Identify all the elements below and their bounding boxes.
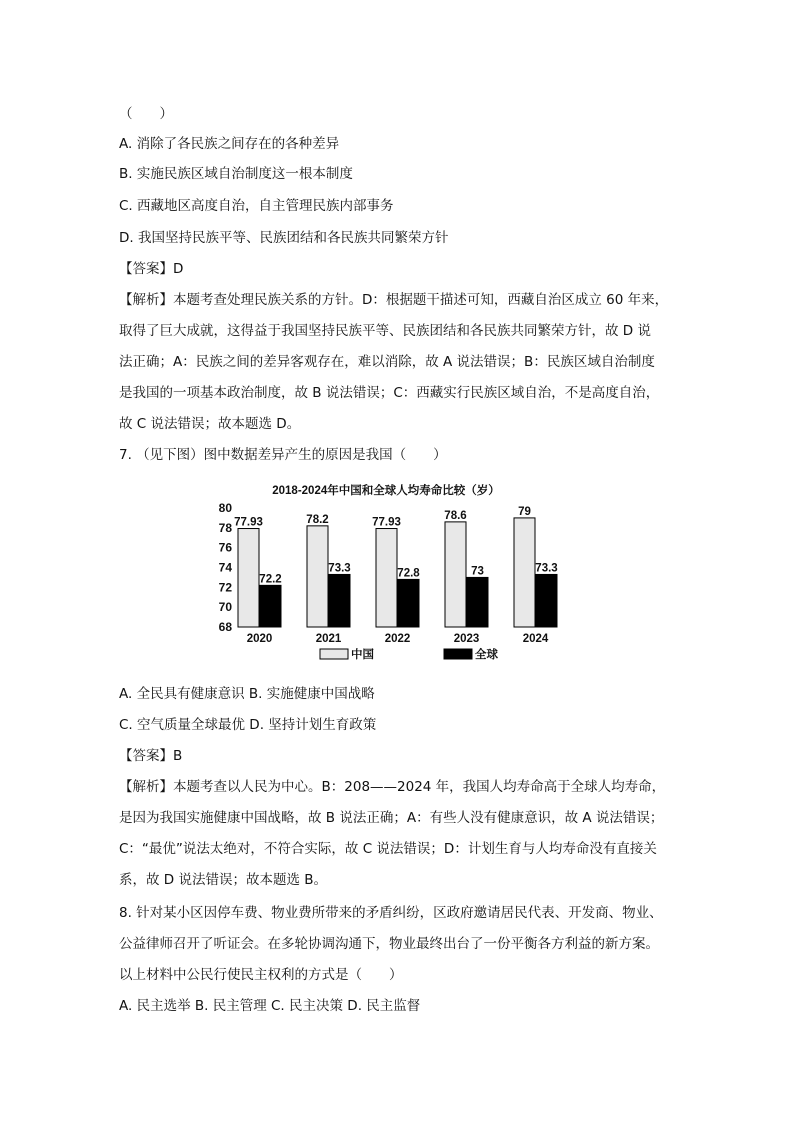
q8-stem-line: 8. 针对某小区因停车费、物业费所带来的矛盾纠纷，区政府邀请居民代表、开发商、物业、: [119, 905, 663, 921]
bar-china: [514, 518, 535, 627]
data-label: 72.2: [259, 573, 282, 586]
data-label: 73.3: [535, 562, 558, 575]
x-tick-label: 2021: [315, 633, 342, 645]
q6-analysis-line: 法正确；A：民族之间的差异客观存在，难以消除，故 A 说法错误；B：民族区域自治制度: [119, 354, 655, 370]
bar-global: [536, 574, 557, 627]
q7-analysis-line: 是因为我国实施健康中国战略，故 B 说法正确；A：有些人没有健康意识，故 A 说法错误；: [119, 810, 664, 826]
bar-china: [238, 529, 259, 627]
data-label: 73.3: [328, 562, 351, 575]
x-tick-label: 2023: [453, 633, 480, 645]
bar-global: [329, 574, 350, 627]
bar-china: [307, 526, 328, 627]
q6-option-d: D. 我国坚持民族平等、民族团结和各民族共同繁荣方针: [119, 230, 449, 246]
data-label: 73: [471, 565, 484, 578]
q6-paren: （ ）: [119, 106, 173, 122]
x-tick-label: 2020: [246, 633, 273, 645]
bar-china: [445, 522, 466, 627]
legend-label: 全球: [475, 649, 498, 661]
q6-analysis-line: 故 C 说法错误；故本题选 D。: [119, 416, 301, 432]
q8-stem-line: 公益律师召开了听证会。在多轮协调沟通下，物业最终出台了一份平衡各方利益的新方案。: [119, 936, 659, 952]
q6-option-c: C. 西藏地区高度自治，自主管理民族内部事务: [119, 198, 394, 214]
data-label: 77.93: [372, 516, 401, 529]
chart-title: 2018-2024年中国和全球人均寿命比较（岁）: [272, 485, 500, 497]
q6-option-b: B. 实施民族区域自治制度这一根本制度: [119, 166, 353, 182]
x-tick-label: 2022: [384, 633, 411, 645]
chart-svg: [196, 478, 576, 668]
y-tick-label: 68: [218, 620, 232, 634]
q7-analysis-line: 系，故 D 说法错误；故本题选 B。: [119, 872, 328, 888]
q6-option-a: A. 消除了各民族之间存在的各种差异: [119, 136, 340, 152]
data-label: 78.6: [444, 509, 467, 522]
q6-answer: 【答案】D: [119, 261, 184, 277]
y-tick-label: 72: [218, 580, 232, 595]
y-tick-label: 76: [218, 540, 232, 555]
q7-options-ab: A. 全民具有健康意识 B. 实施健康中国战略: [119, 686, 375, 702]
bar-global: [398, 579, 419, 627]
data-label: 77.93: [234, 516, 263, 529]
data-label: 78.2: [306, 513, 329, 526]
legend-swatch-global: [444, 649, 472, 659]
q6-analysis-line: 【解析】本题考查处理民族关系的方针。D：根据题干描述可知，西藏自治区成立 60 年来，: [119, 292, 669, 308]
y-tick-label: 70: [218, 600, 232, 615]
q6-analysis-line: 是我国的一项基本政治制度，故 B 说法错误；C：西藏实行民族区域自治，不是高度自治，: [119, 385, 660, 401]
y-tick-label: 74: [218, 560, 232, 575]
q7-answer: 【答案】B: [119, 748, 183, 764]
legend-swatch-china: [320, 649, 348, 659]
x-tick-label: 2024: [522, 633, 549, 645]
legend-label: 中国: [351, 649, 374, 661]
q8-stem-line: 以上材料中公民行使民主权利的方式是（ ）: [119, 967, 403, 983]
q7-options-cd: C. 空气质量全球最优 D. 坚持计划生育政策: [119, 717, 377, 733]
y-tick-label: 78: [218, 520, 232, 535]
q7-analysis-line: 【解析】本题考查以人民为中心。B：208——2024 年，我国人均寿命高于全球人均寿命，: [119, 779, 666, 795]
bar-china: [376, 529, 397, 627]
q7-analysis-line: C：“最优”说法太绝对，不符合实际，故 C 说法错误；D：计划生育与人均寿命没有直接关: [119, 841, 657, 857]
q8-options: A. 民主选举 B. 民主管理 C. 民主决策 D. 民主监督: [119, 998, 421, 1014]
q7-stem: 7. （见下图）图中数据差异产生的原因是我国（ ）: [119, 447, 447, 463]
bar-global: [260, 585, 281, 627]
life-expectancy-chart: [196, 478, 576, 668]
bar-global: [467, 577, 488, 627]
data-label: 72.8: [397, 567, 420, 580]
y-tick-label: 80: [218, 501, 232, 515]
data-label: 79: [518, 505, 531, 518]
q6-analysis-line: 取得了巨大成就，这得益于我国坚持民族平等、民族团结和各民族共同繁荣方针，故 D 说: [119, 323, 651, 339]
